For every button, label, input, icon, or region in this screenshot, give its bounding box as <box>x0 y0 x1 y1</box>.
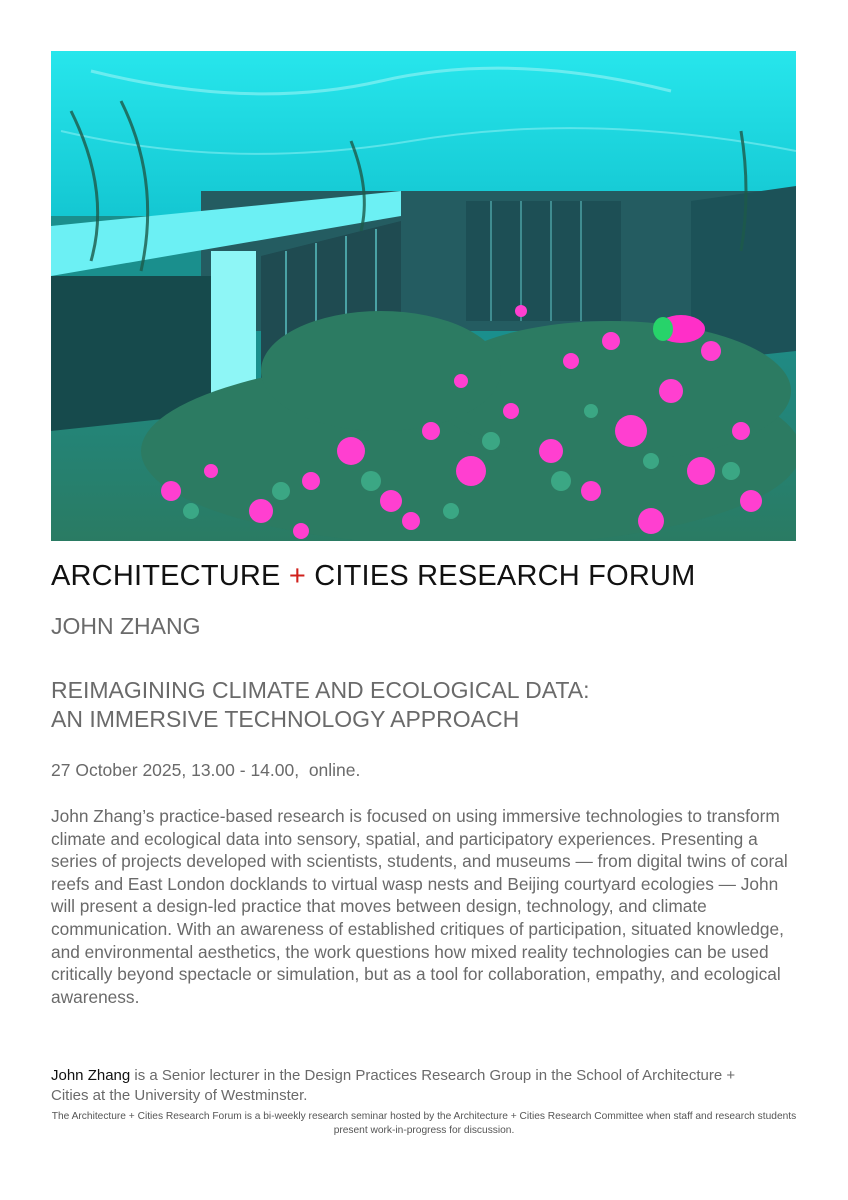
underwater-courtyard-image <box>51 51 796 541</box>
talk-title-line2: AN IMMERSIVE TECHNOLOGY APPROACH <box>51 706 520 732</box>
hero-image <box>51 51 796 541</box>
talk-title-line1: REIMAGINING CLIMATE AND ECOLOGICAL DATA: <box>51 677 590 703</box>
speaker-name: JOHN ZHANG <box>51 613 201 639</box>
forum-title-part2: CITIES RESEARCH FORUM <box>305 560 696 592</box>
event-datetime: 27 October 2025, 13.00 - 14.00, online. <box>51 760 361 780</box>
talk-title <box>51 676 589 734</box>
footnote: The Architecture + Cities Research Forum is a bi-weekly research seminar hosted by the Architecture + Cities Research Committee when staff and research students present work-in-progress for discussion. <box>51 1111 797 1136</box>
abstract: John Zhang’s practice-based research is focused on using immersive technologies to transform climate and ecological data into sensory, spatial, and participatory experiences. Presenting a series of projects developed with scientists, students, and museums — from digital twins of coral reefs and East London docklands to virtual wasp nests and Beijing courtyard ecologies — John will present a design-led practice that moves between design, technology, and climate communication. With an awareness of established critiques of participation, situated knowledge, and environmental aesthetics, the work questions how mixed reality technologies can be used critically beyond spectacle or simulation, but as a tool for collaboration, empathy, and ecological awareness. <box>51 806 788 1007</box>
bio-text: is a Senior lecturer in the Design Practices Research Group in the School of Architecture + Cities at the University of Westminster. <box>51 1067 736 1104</box>
forum-title-part1: ARCHITECTURE <box>51 560 289 592</box>
forum-title-plus: + <box>288 560 306 592</box>
bio-name: John Zhang <box>51 1067 131 1084</box>
forum-title <box>51 560 811 593</box>
speaker-bio <box>51 1066 771 1105</box>
